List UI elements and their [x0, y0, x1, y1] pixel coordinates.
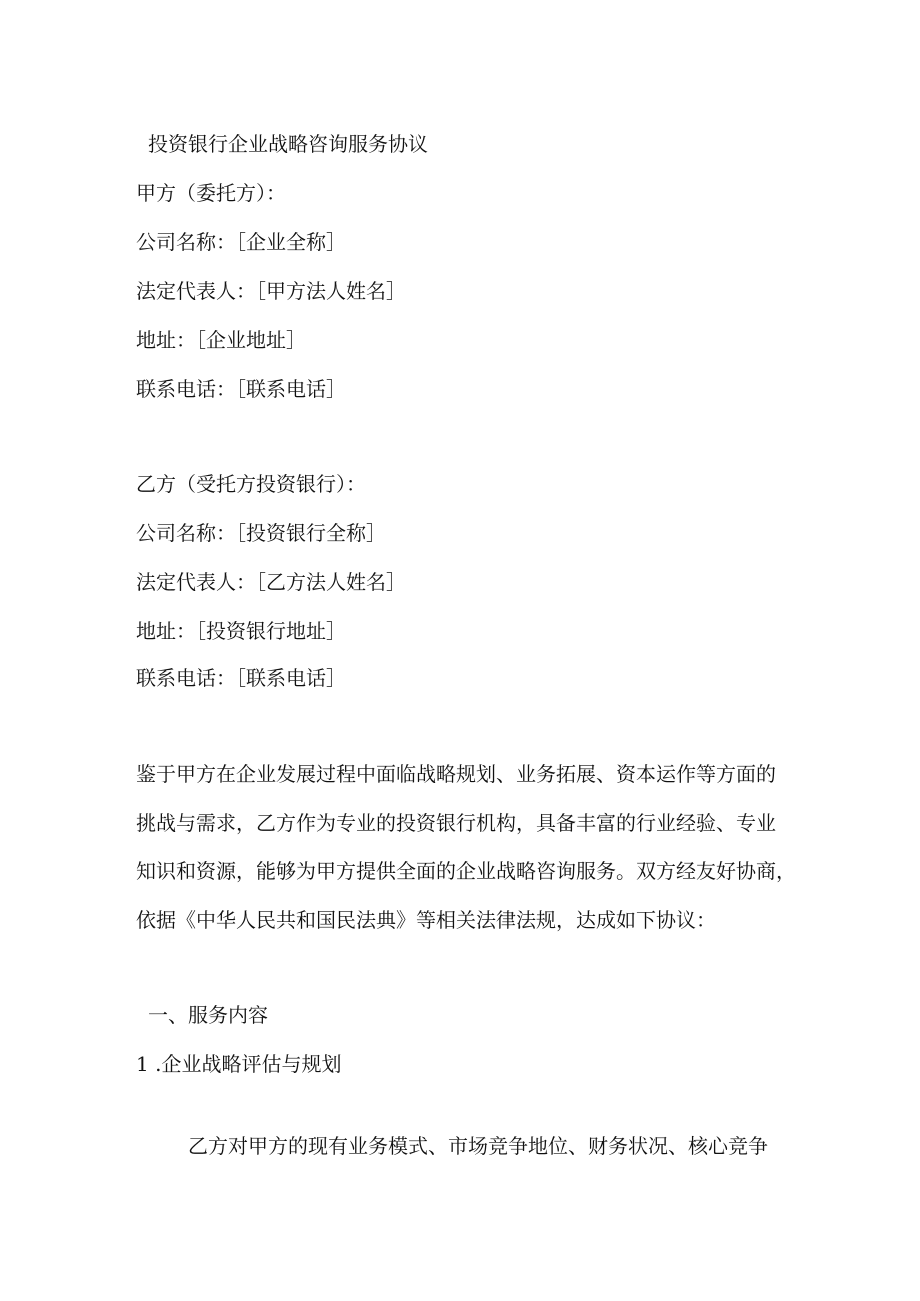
- party-a-phone: 联系电话：［联系电话］: [136, 377, 346, 401]
- party-b-representative: 法定代表人：［乙方法人姓名］: [136, 570, 406, 594]
- party-a-company: 公司名称：［企业全称］: [136, 230, 346, 254]
- preamble-line: 挑战与需求，乙方作为专业的投资银行机构，具备丰富的行业经验、专业: [136, 811, 776, 835]
- document-title: 投资银行企业战略咨询服务协议: [148, 132, 428, 156]
- party-a-heading: 甲方（委托方）：: [136, 181, 286, 205]
- preamble-line: 鉴于甲方在企业发展过程中面临战略规划、业务拓展、资本运作等方面的: [136, 762, 776, 786]
- preamble-line: 知识和资源，能够为甲方提供全面的企业战略咨询服务。双方经友好协商，: [136, 859, 796, 883]
- item-text: 乙方对甲方的现有业务模式、市场竞争地位、财务状况、核心竞争: [188, 1134, 768, 1158]
- party-a-address: 地址：［企业地址］: [136, 328, 306, 352]
- item-heading: 1 .企业战略评估与规划: [136, 1052, 342, 1076]
- party-b-phone: 联系电话：［联系电话］: [136, 666, 346, 690]
- section-heading: 一、服务内容: [148, 1003, 268, 1027]
- party-b-address: 地址：［投资银行地址］: [136, 619, 346, 643]
- party-b-company: 公司名称：［投资银行全称］: [136, 521, 386, 545]
- preamble-line: 依据《中华人民共和国民法典》等相关法律法规，达成如下协议：: [136, 908, 716, 932]
- party-a-representative: 法定代表人：［甲方法人姓名］: [136, 279, 406, 303]
- party-b-heading: 乙方（受托方投资银行）：: [136, 472, 366, 496]
